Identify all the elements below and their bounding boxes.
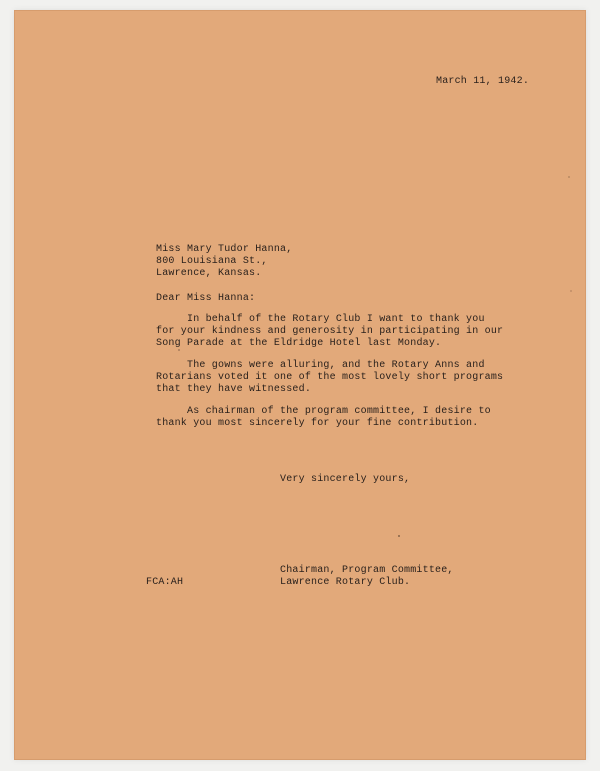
paragraph-3-line-2: thank you most sincerely for your fine contribution.: [156, 418, 479, 429]
paragraph-2-line-1: The gowns were alluring, and the Rotary Anns and: [156, 360, 485, 371]
recipient-street: 800 Louisiana St.,: [156, 256, 268, 267]
salutation: Dear Miss Hanna:: [156, 293, 256, 304]
paper-speck: [570, 290, 572, 292]
typist-initials: FCA:AH: [146, 577, 184, 588]
paragraph-1-line-3: Song Parade at the Eldridge Hotel last Monday.: [156, 338, 442, 349]
paragraph-2-line-2: Rotarians voted it one of the most lovely short programs: [156, 372, 504, 383]
letter-page: [14, 10, 586, 760]
signature-title: Chairman, Program Committee,: [280, 565, 454, 576]
recipient-name: Miss Mary Tudor Hanna,: [156, 244, 293, 255]
paragraph-1-line-2: for your kindness and generosity in participating in our: [156, 326, 504, 337]
paper-speck: [178, 349, 180, 351]
paper-speck: [568, 176, 570, 178]
paragraph-3-line-1: As chairman of the program committee, I desire to: [156, 406, 491, 417]
recipient-city: Lawrence, Kansas.: [156, 268, 262, 279]
signature-organization: Lawrence Rotary Club.: [280, 577, 411, 588]
paragraph-2-line-3: that they have witnessed.: [156, 384, 312, 395]
paragraph-1-line-1: In behalf of the Rotary Club I want to thank you: [156, 314, 485, 325]
paper-speck: [398, 535, 400, 537]
closing: Very sincerely yours,: [280, 474, 411, 485]
letter-date: March 11, 1942.: [436, 76, 530, 87]
